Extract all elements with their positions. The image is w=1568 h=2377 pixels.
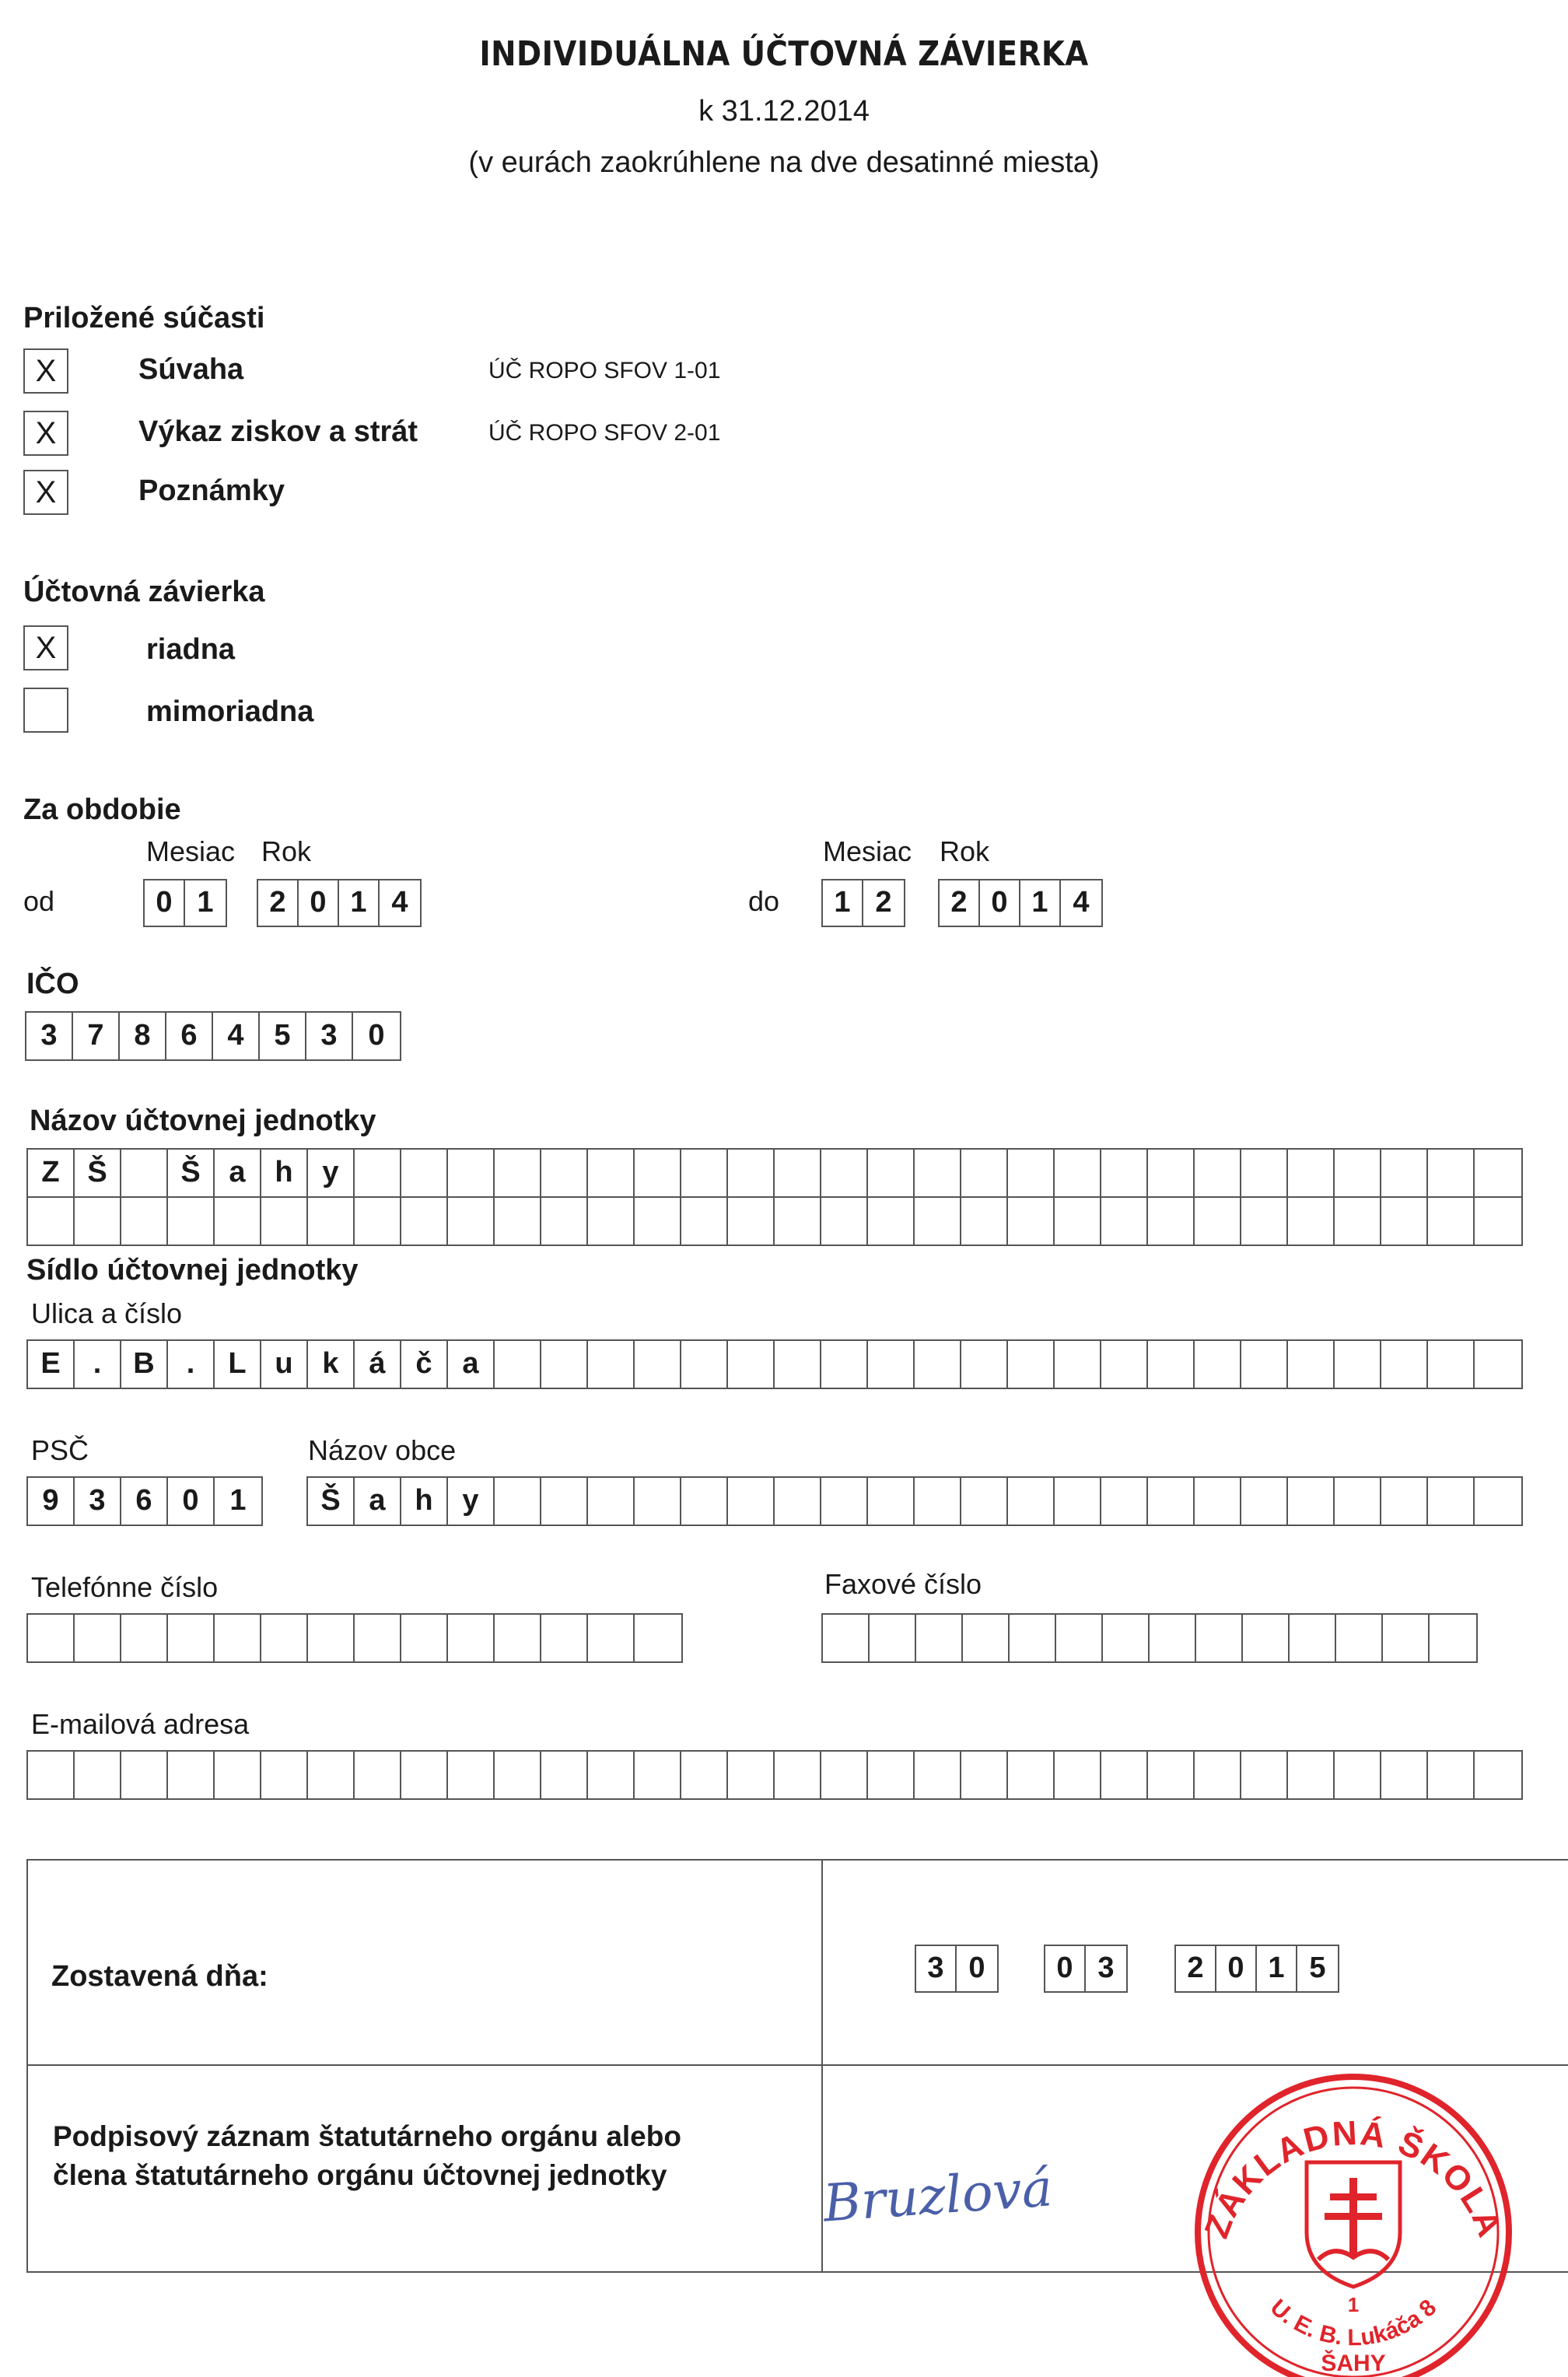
from-year-field[interactable]: [257, 879, 422, 927]
char-cell: L: [215, 1341, 261, 1388]
char-cell: [1101, 1752, 1148, 1798]
char-cell: [588, 1198, 635, 1245]
compiled-label: Zostavená dňa:: [51, 1960, 268, 1993]
char-cell: [868, 1478, 915, 1525]
char-cell: [1288, 1478, 1335, 1525]
char-cell: [728, 1752, 775, 1798]
char-cell: [728, 1341, 775, 1388]
char-cell: [1195, 1341, 1241, 1388]
char-cell: [28, 1752, 75, 1798]
code-suvaha: ÚČ ROPO SFOV 1-01: [488, 358, 721, 383]
char-cell: [821, 1478, 868, 1525]
city-label: Názov obce: [308, 1434, 457, 1466]
char-cell: [308, 1752, 355, 1798]
char-cell: [821, 1341, 868, 1388]
char-cell: 4: [213, 1013, 260, 1059]
char-cell: [1290, 1615, 1336, 1661]
char-cell: [681, 1341, 728, 1388]
label-riadna: riadna: [146, 633, 236, 666]
char-cell: [728, 1478, 775, 1525]
phone-field[interactable]: [26, 1613, 683, 1663]
label-vykaz: Výkaz ziskov a strát: [138, 415, 418, 448]
char-cell: [1335, 1752, 1381, 1798]
char-cell: [1381, 1341, 1428, 1388]
char-cell: [355, 1150, 401, 1196]
char-cell: [1335, 1341, 1381, 1388]
footer-mid-line: [821, 1859, 823, 2273]
char-cell: [541, 1752, 588, 1798]
char-cell: [1101, 1198, 1148, 1245]
char-cell: [121, 1150, 168, 1196]
char-cell: [1475, 1752, 1521, 1798]
digit-cell: 1: [1020, 880, 1061, 926]
stamp-number: 1: [1347, 2293, 1360, 2316]
char-cell: [1336, 1615, 1383, 1661]
from-month-field[interactable]: [143, 879, 227, 927]
char-cell: [588, 1615, 635, 1661]
char-cell: [495, 1150, 541, 1196]
char-cell: [1335, 1198, 1381, 1245]
checkbox-riadna[interactable]: X: [23, 625, 68, 670]
char-cell: [495, 1198, 541, 1245]
char-cell: [961, 1150, 1008, 1196]
char-cell: [681, 1478, 728, 1525]
char-cell: [495, 1341, 541, 1388]
char-cell: [635, 1478, 681, 1525]
char-cell: [355, 1198, 401, 1245]
char-cell: [868, 1752, 915, 1798]
char-cell: [1195, 1752, 1241, 1798]
digit-cell: 1: [339, 880, 380, 926]
char-cell: [1288, 1150, 1335, 1196]
char-cell: h: [261, 1150, 308, 1196]
label-poznamky: Poznámky: [138, 474, 285, 507]
char-cell: [870, 1615, 916, 1661]
char-cell: [1101, 1341, 1148, 1388]
char-cell: 1: [229, 1484, 247, 1517]
char-cell: [401, 1752, 448, 1798]
digit-cell: 0: [980, 880, 1020, 926]
char-cell: [821, 1150, 868, 1196]
char-cell: [775, 1341, 821, 1388]
email-field[interactable]: [26, 1750, 1523, 1800]
char-cell: 3: [306, 1013, 353, 1059]
char-cell: [401, 1150, 448, 1196]
char-cell: [1241, 1478, 1288, 1525]
from-month-label: Mesiac: [146, 835, 236, 867]
char-cell: [75, 1615, 121, 1661]
char-cell: [1428, 1341, 1475, 1388]
char-cell: [355, 1752, 401, 1798]
char-cell: [1383, 1615, 1430, 1661]
char-cell: [1243, 1615, 1290, 1661]
char-cell: [1008, 1198, 1055, 1245]
char-cell: [1148, 1150, 1195, 1196]
units-line: (v eurách zaokrúhlene na dve desatinné miesta): [468, 146, 1100, 179]
char-cell: [168, 1752, 215, 1798]
date-line: k 31.12.2014: [698, 95, 870, 128]
char-cell: [1008, 1478, 1055, 1525]
char-cell: [775, 1478, 821, 1525]
char-cell: [1103, 1615, 1150, 1661]
char-cell: [1288, 1198, 1335, 1245]
char-cell: y: [448, 1478, 495, 1525]
char-cell: [728, 1198, 775, 1245]
char-cell: Š: [308, 1478, 355, 1525]
char-cell: [1101, 1478, 1148, 1525]
char-cell: [868, 1341, 915, 1388]
char-cell: [1335, 1478, 1381, 1525]
char-cell: [1381, 1198, 1428, 1245]
digit-cell: 1: [197, 886, 214, 919]
char-cell: [541, 1478, 588, 1525]
char-cell: [915, 1150, 961, 1196]
digit-cell: 2: [1176, 1946, 1216, 1991]
char-cell: [1195, 1198, 1241, 1245]
char-cell: [961, 1198, 1008, 1245]
char-cell: h: [401, 1478, 448, 1525]
char-cell: k: [308, 1341, 355, 1388]
char-cell: [28, 1198, 75, 1245]
char-cell: [215, 1752, 261, 1798]
digit-cell: 3: [1097, 1952, 1115, 1984]
psc-field[interactable]: [26, 1476, 263, 1526]
char-cell: [1428, 1150, 1475, 1196]
signature-label-line-2: člena štatutárneho orgánu účtovnej jednotky: [53, 2159, 667, 2191]
label-mimoriadna: mimoriadna: [146, 695, 314, 728]
char-cell: E: [28, 1341, 75, 1388]
char-cell: [916, 1615, 963, 1661]
char-cell: 9: [28, 1478, 75, 1525]
digit-cell: 2: [875, 886, 892, 919]
char-cell: [1101, 1150, 1148, 1196]
char-cell: [541, 1150, 588, 1196]
char-cell: a: [215, 1150, 261, 1196]
entity-name-field[interactable]: [26, 1148, 1523, 1246]
char-cell: [215, 1198, 261, 1245]
char-cell: [588, 1341, 635, 1388]
char-cell: .: [168, 1341, 215, 1388]
char-cell: [1196, 1615, 1243, 1661]
phone-label: Telefónne číslo: [31, 1571, 219, 1603]
char-cell: [495, 1478, 541, 1525]
digit-cell: 0: [1045, 1946, 1086, 1991]
char-cell: [308, 1615, 355, 1661]
char-cell: [588, 1478, 635, 1525]
char-cell: [1428, 1752, 1475, 1798]
entity-name-row-2[interactable]: [26, 1196, 1523, 1246]
char-cell: [1010, 1615, 1056, 1661]
char-cell: [495, 1615, 541, 1661]
char-cell: 8: [120, 1013, 166, 1059]
char-cell: [1148, 1478, 1195, 1525]
char-cell: [1195, 1150, 1241, 1196]
psc-label: PSČ: [31, 1434, 89, 1466]
char-cell: [775, 1198, 821, 1245]
entity-name-label: Názov účtovnej jednotky: [30, 1104, 376, 1137]
char-cell: [868, 1150, 915, 1196]
char-cell: [1241, 1198, 1288, 1245]
closure-heading: Účtovná závierka: [23, 576, 265, 608]
char-cell: [681, 1198, 728, 1245]
char-cell: [915, 1341, 961, 1388]
char-cell: [1241, 1341, 1288, 1388]
char-cell: y: [308, 1150, 355, 1196]
char-cell: [961, 1752, 1008, 1798]
code-vykaz: ÚČ ROPO SFOV 2-01: [488, 420, 721, 446]
char-cell: Z: [28, 1150, 75, 1196]
char-cell: [1381, 1150, 1428, 1196]
entity-name-row-1[interactable]: [26, 1148, 1523, 1198]
char-cell: [1150, 1615, 1196, 1661]
char-cell: [541, 1198, 588, 1245]
street-label: Ulica a číslo: [31, 1297, 183, 1329]
char-cell: [915, 1752, 961, 1798]
ico-label: IČO: [26, 968, 79, 1000]
char-cell: [215, 1615, 261, 1661]
char-cell: B: [121, 1341, 168, 1388]
char-cell: [541, 1341, 588, 1388]
char-cell: [1055, 1752, 1101, 1798]
char-cell: [75, 1752, 121, 1798]
char-cell: [401, 1615, 448, 1661]
char-cell: [261, 1198, 308, 1245]
char-cell: [915, 1478, 961, 1525]
digit-cell: 0: [1216, 1946, 1257, 1991]
char-cell: .: [75, 1341, 121, 1388]
char-cell: [681, 1150, 728, 1196]
page-title: INDIVIDUÁLNA ÚČTOVNÁ ZÁVIERKA: [479, 34, 1089, 74]
char-cell: [1475, 1478, 1521, 1525]
street-field[interactable]: [26, 1339, 1523, 1389]
ico-field[interactable]: [25, 1011, 401, 1061]
char-cell: [1475, 1150, 1521, 1196]
checkbox-vykaz[interactable]: X: [23, 411, 68, 456]
char-cell: [1335, 1150, 1381, 1196]
char-cell: 3: [26, 1013, 73, 1059]
char-cell: [75, 1198, 121, 1245]
char-cell: [1148, 1341, 1195, 1388]
char-cell: [1381, 1478, 1428, 1525]
char-cell: [1241, 1752, 1288, 1798]
digit-cell: 1: [1257, 1946, 1297, 1991]
components-heading: Priložené súčasti: [23, 302, 265, 334]
char-cell: [355, 1615, 401, 1661]
char-cell: [775, 1150, 821, 1196]
char-cell: [635, 1341, 681, 1388]
compiled-year-field[interactable]: [1174, 1945, 1339, 1993]
char-cell: [1288, 1752, 1335, 1798]
char-cell: [1055, 1478, 1101, 1525]
digit-cell: 5: [1309, 1952, 1326, 1984]
char-cell: [1148, 1198, 1195, 1245]
char-cell: [1241, 1150, 1288, 1196]
stamp-top-text: ZÁKLADNÁ ŠKOLA: [1197, 2113, 1510, 2244]
char-cell: [588, 1150, 635, 1196]
char-cell: [448, 1615, 495, 1661]
char-cell: [1008, 1341, 1055, 1388]
char-cell: [1475, 1198, 1521, 1245]
char-cell: [1430, 1615, 1476, 1661]
to-month-field[interactable]: [821, 879, 905, 927]
to-year-field[interactable]: [938, 879, 1103, 927]
char-cell: [775, 1752, 821, 1798]
to-label: do: [748, 885, 780, 917]
char-cell: [728, 1150, 775, 1196]
digit-cell: 3: [916, 1946, 957, 1991]
digit-cell: 2: [940, 880, 980, 926]
char-cell: á: [355, 1341, 401, 1388]
char-cell: [961, 1478, 1008, 1525]
char-cell: [28, 1615, 75, 1661]
char-cell: [541, 1615, 588, 1661]
to-month-label: Mesiac: [823, 835, 912, 867]
city-field[interactable]: [306, 1476, 1523, 1526]
char-cell: [121, 1198, 168, 1245]
char-cell: [1195, 1478, 1241, 1525]
compiled-month-field[interactable]: [1044, 1945, 1128, 1993]
char-cell: [1475, 1341, 1521, 1388]
char-cell: [1055, 1198, 1101, 1245]
char-cell: 6: [166, 1013, 213, 1059]
char-cell: [635, 1615, 681, 1661]
char-cell: [915, 1198, 961, 1245]
digit-cell: 0: [299, 880, 339, 926]
char-cell: 6: [121, 1478, 168, 1525]
char-cell: 3: [75, 1478, 121, 1525]
char-cell: u: [261, 1341, 308, 1388]
digit-cell: 2: [258, 880, 299, 926]
seat-label: Sídlo účtovnej jednotky: [26, 1254, 359, 1287]
char-cell: [448, 1752, 495, 1798]
char-cell: [495, 1752, 541, 1798]
footer-top-line: [26, 1859, 1568, 1861]
from-year-label: Rok: [261, 835, 312, 867]
char-cell: a: [448, 1341, 495, 1388]
digit-cell: 0: [145, 880, 185, 926]
char-cell: a: [355, 1478, 401, 1525]
char-cell: [963, 1615, 1010, 1661]
fax-label: Faxové číslo: [824, 1568, 982, 1600]
char-cell: [823, 1615, 870, 1661]
char-cell: [1008, 1752, 1055, 1798]
from-label: od: [23, 885, 55, 917]
label-suvaha: Súvaha: [138, 353, 244, 386]
char-cell: [1428, 1478, 1475, 1525]
email-label: E-mailová adresa: [31, 1708, 250, 1740]
char-cell: č: [401, 1341, 448, 1388]
char-cell: [1055, 1150, 1101, 1196]
signature-label-line-1: Podpisový záznam štatutárneho orgánu alebo: [53, 2120, 681, 2152]
char-cell: [821, 1752, 868, 1798]
char-cell: [635, 1198, 681, 1245]
char-cell: [121, 1615, 168, 1661]
char-cell: [1381, 1752, 1428, 1798]
char-cell: [261, 1615, 308, 1661]
stamp-city: ŠAHY: [1321, 2351, 1386, 2376]
char-cell: [1056, 1615, 1103, 1661]
char-cell: [1288, 1341, 1335, 1388]
char-cell: 0: [168, 1478, 215, 1525]
char-cell: [1055, 1341, 1101, 1388]
checkbox-poznamky[interactable]: X: [23, 470, 68, 515]
char-cell: Š: [168, 1150, 215, 1196]
compiled-day-field[interactable]: [915, 1945, 999, 1993]
char-cell: [961, 1341, 1008, 1388]
char-cell: [448, 1198, 495, 1245]
char-cell: [308, 1198, 355, 1245]
char-cell: [821, 1198, 868, 1245]
char-cell: Š: [75, 1150, 121, 1196]
char-cell: [168, 1615, 215, 1661]
char-cell: [1148, 1752, 1195, 1798]
coat-of-arms-icon: [1307, 2162, 1400, 2287]
char-cell: [121, 1752, 168, 1798]
fax-field[interactable]: [821, 1613, 1478, 1663]
char-cell: [635, 1150, 681, 1196]
char-cell: 0: [368, 1019, 385, 1052]
footer-left-line: [26, 1859, 28, 2273]
period-heading: Za obdobie: [23, 793, 181, 826]
digit-cell: 0: [968, 1952, 985, 1984]
stamp-bottom-text: U. E. B. Lukáča 8: [1265, 2294, 1442, 2351]
char-cell: [168, 1198, 215, 1245]
char-cell: [261, 1752, 308, 1798]
char-cell: [588, 1752, 635, 1798]
char-cell: 7: [73, 1013, 120, 1059]
char-cell: [681, 1752, 728, 1798]
char-cell: 5: [260, 1013, 306, 1059]
char-cell: [635, 1752, 681, 1798]
char-cell: [1428, 1198, 1475, 1245]
school-stamp: [1182, 2053, 1524, 2377]
digit-cell: 4: [1073, 886, 1090, 919]
char-cell: [401, 1198, 448, 1245]
digit-cell: 4: [391, 886, 408, 919]
checkbox-mimoriadna[interactable]: [23, 688, 68, 733]
to-year-label: Rok: [940, 835, 990, 867]
char-cell: [448, 1150, 495, 1196]
char-cell: [868, 1198, 915, 1245]
checkbox-suvaha[interactable]: X: [23, 348, 68, 394]
char-cell: [1008, 1150, 1055, 1196]
digit-cell: 1: [823, 880, 863, 926]
signature: Bruzlová: [821, 2158, 1055, 2234]
